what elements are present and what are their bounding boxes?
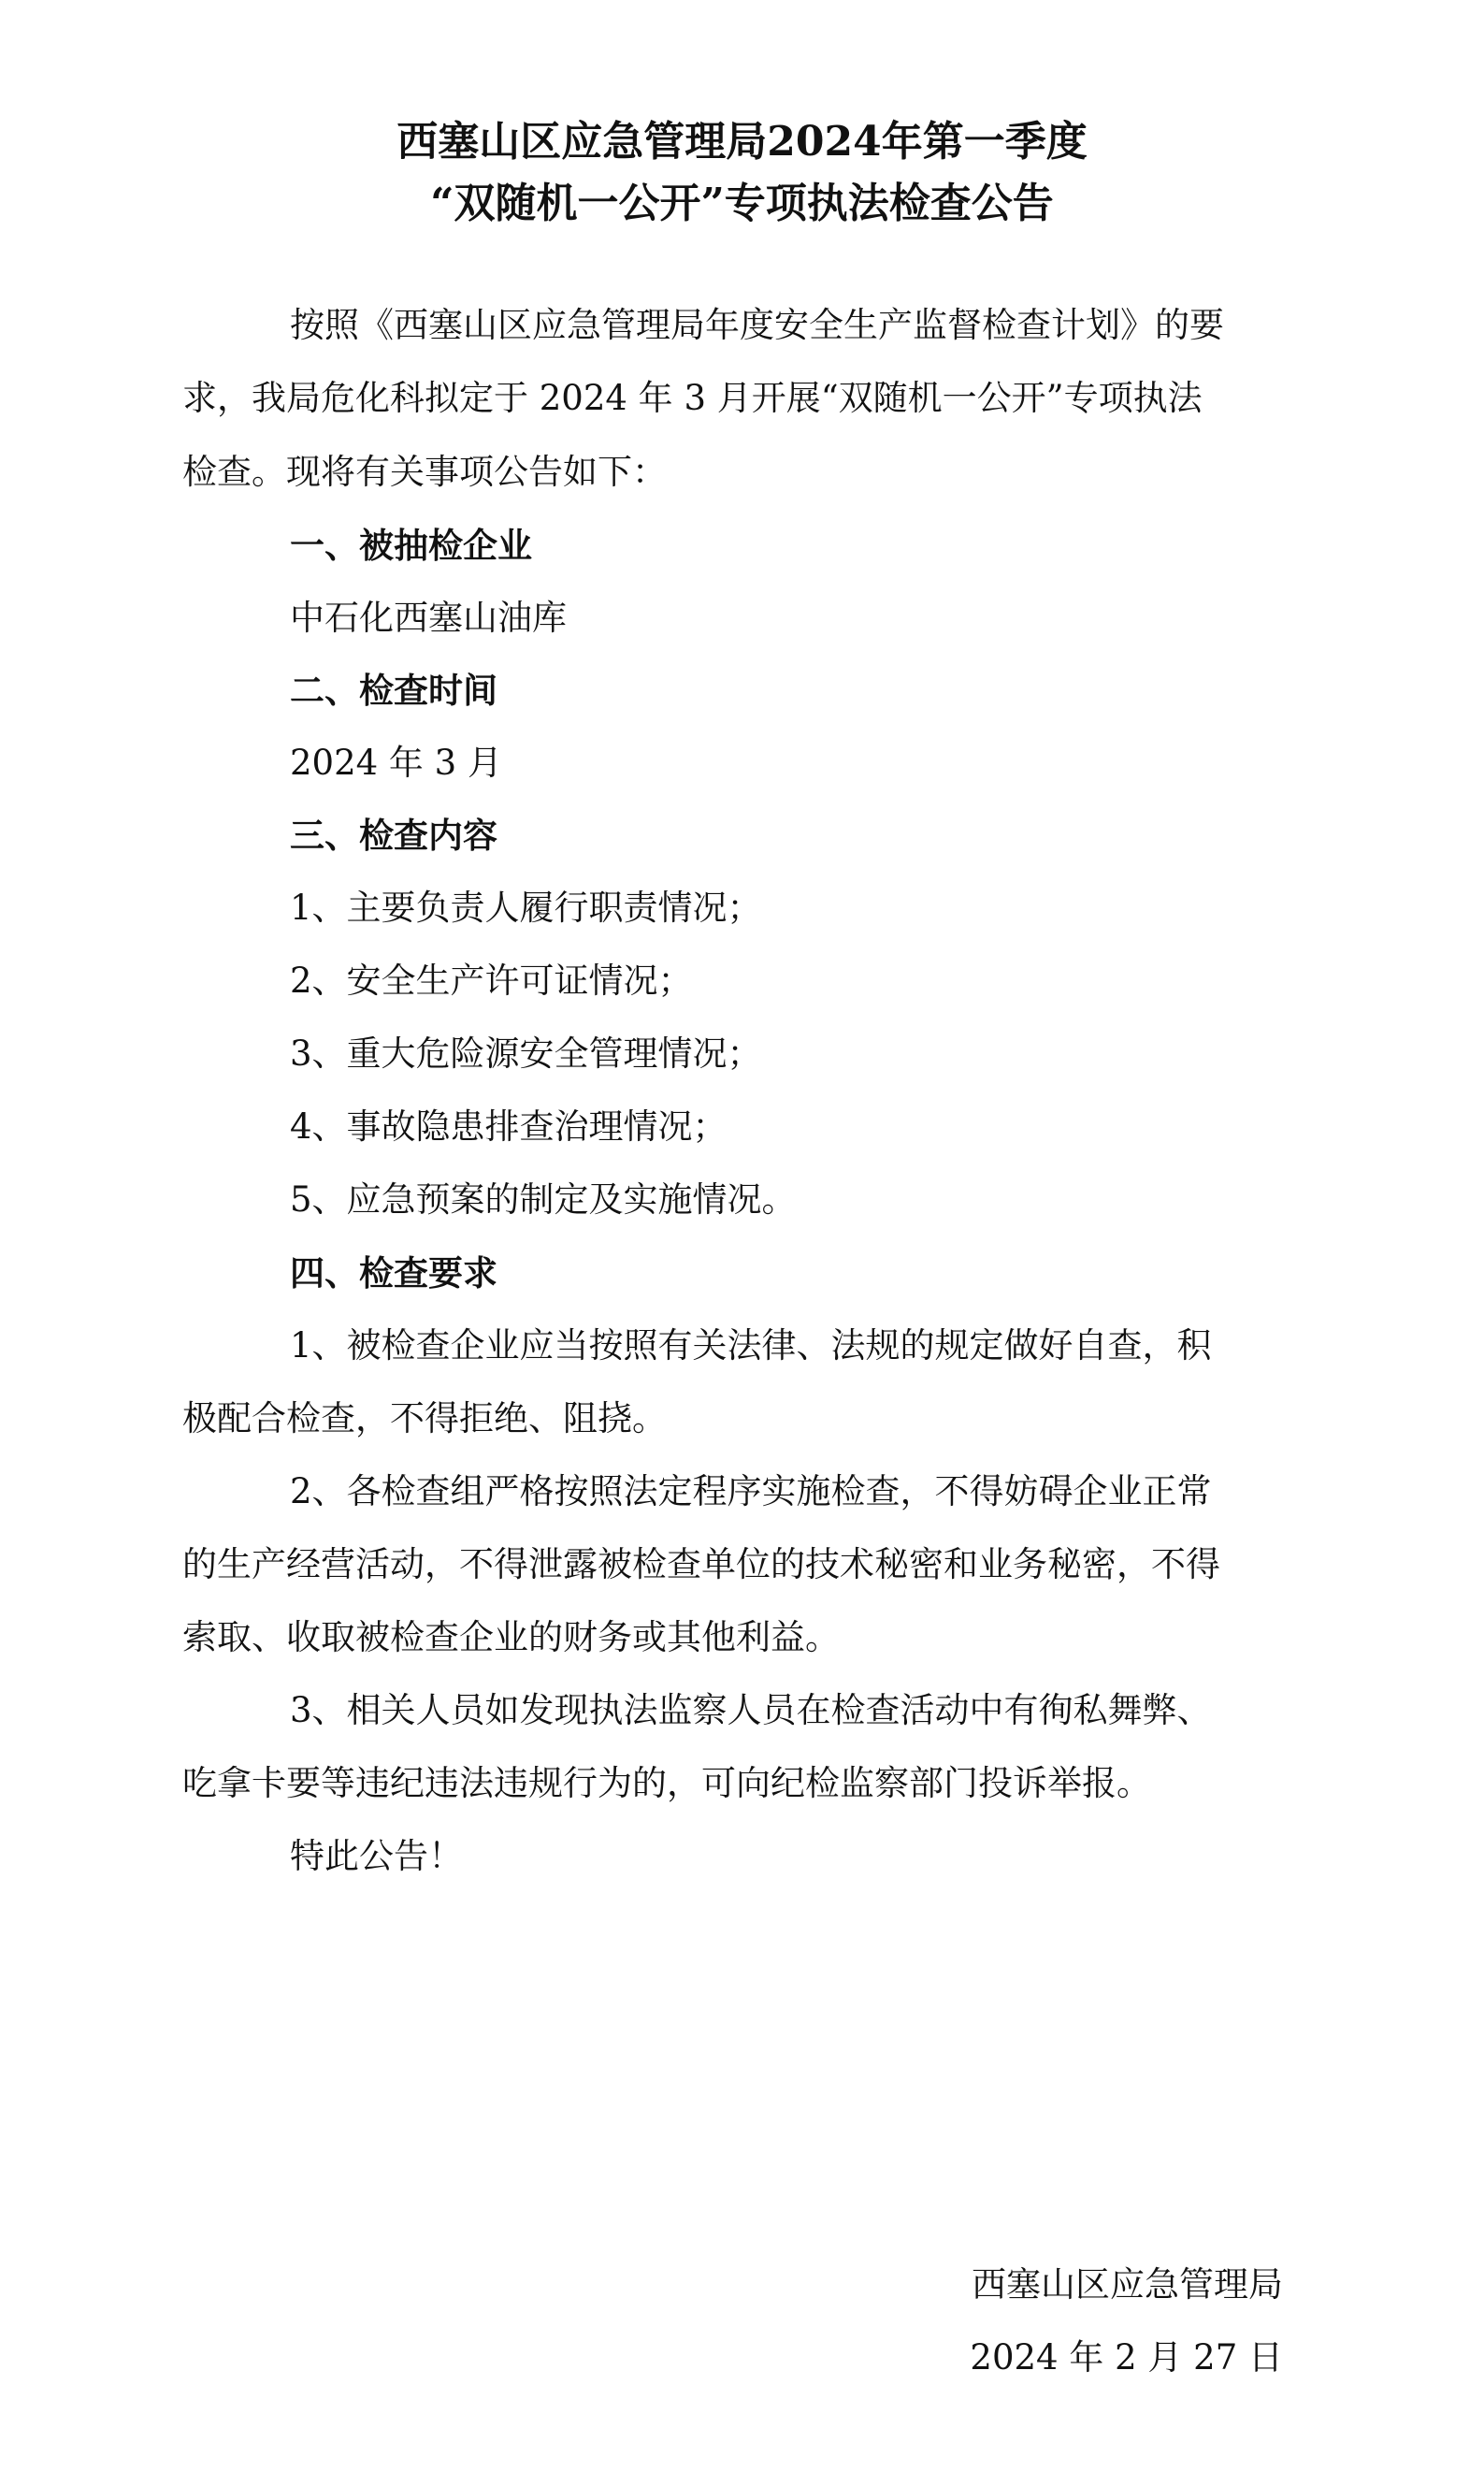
- inspection-item-2: 2、安全生产许可证情况；: [290, 961, 693, 1001]
- requirement3-line1: 3、相关人员如发现执法监察人员在检查活动中有徇私舞弊、: [290, 1690, 1212, 1730]
- section1-heading: 一、被抽检企业: [290, 525, 532, 566]
- section3-heading: 三、检查内容: [290, 815, 497, 856]
- closing-text: 特此公告！: [290, 1836, 463, 1876]
- requirement2-line2: 的生产经营活动，不得泄露被检查单位的技术秘密和业务秘密，不得: [182, 1544, 1220, 1584]
- document-title-line1: 西塞山区应急管理局2024年第一季度: [396, 118, 1088, 166]
- section2-content: 2024 年 3 月: [290, 743, 502, 783]
- section1-content: 中石化西塞山油库: [290, 598, 567, 638]
- inspection-item-4: 4、事故隐患排查治理情况；: [290, 1106, 728, 1147]
- signature-organization: 西塞山区应急管理局: [972, 2264, 1283, 2305]
- inspection-item-3: 3、重大危险源安全管理情况；: [290, 1033, 762, 1074]
- requirement2-line1: 2、各检查组严格按照法定程序实施检查，不得妨碍企业正常: [290, 1471, 1212, 1511]
- requirement3-line2: 吃拿卡要等违纪违法违规行为的，可向纪检监察部门投诉举报。: [182, 1763, 1151, 1803]
- section4-heading: 四、检查要求: [290, 1252, 497, 1294]
- intro-line2: 求，我局危化科拟定于 2024 年 3 月开展“双随机一公开”专项执法: [182, 378, 1203, 418]
- intro-line1: 按照《西塞山区应急管理局年度安全生产监督检查计划》的要: [290, 305, 1224, 345]
- section2-heading: 二、检查时间: [290, 670, 497, 711]
- document-title-line2: “双随机一公开”专项执法检查公告: [430, 180, 1054, 227]
- requirement1-line1: 1、被检查企业应当按照有关法律、法规的规定做好自查，积: [290, 1325, 1212, 1366]
- inspection-item-5: 5、应急预案的制定及实施情况。: [290, 1179, 797, 1220]
- signature-date: 2024 年 2 月 27 日: [970, 2337, 1283, 2378]
- inspection-item-1: 1、主要负责人履行职责情况；: [290, 888, 762, 928]
- requirement2-line3: 索取、收取被检查企业的财务或其他利益。: [182, 1617, 840, 1657]
- requirement1-line2: 极配合检查，不得拒绝、阻挠。: [182, 1398, 667, 1438]
- intro-line3: 检查。现将有关事项公告如下：: [182, 452, 667, 492]
